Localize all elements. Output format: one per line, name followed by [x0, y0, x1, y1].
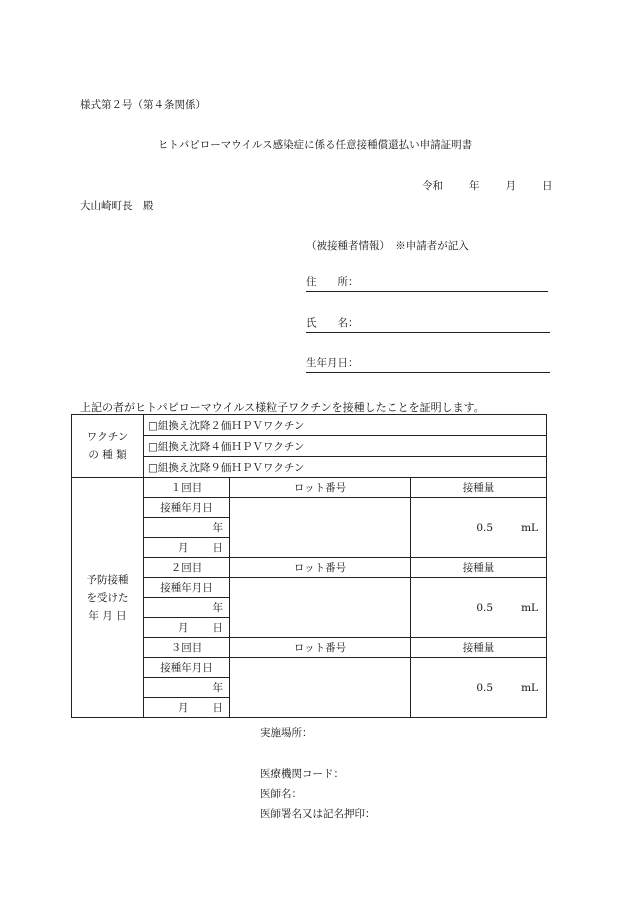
- name-label: 氏 名：: [306, 317, 359, 329]
- round-3-dose-cell: [411, 658, 547, 718]
- date-day: 日: [542, 180, 553, 192]
- vaccination-date-header: 接種年月日: [144, 658, 230, 678]
- vaccine-type-row: [72, 415, 547, 436]
- form-number: 様式第２号（第４条関係）: [80, 99, 206, 111]
- round-2-dose-value: 0.5: [476, 601, 494, 614]
- month-char: 月: [178, 622, 189, 634]
- dose-header: 接種量: [411, 478, 547, 498]
- vaccine-type-label: [72, 415, 144, 478]
- doctor-name-label: 医師名：: [260, 788, 302, 800]
- signature-label: 医師署名又は記名押印：: [260, 808, 376, 820]
- date-year: 年: [469, 180, 480, 192]
- round-2-lot-number-cell[interactable]: [230, 578, 411, 638]
- vaccine-type-label-line1: ワクチン: [86, 431, 129, 443]
- year-char: 年: [212, 602, 223, 614]
- round-2-date-row: [72, 578, 547, 598]
- round-2-dose-unit: mL: [521, 601, 539, 614]
- institution-code-label: 医療機関コード：: [260, 768, 344, 780]
- birthdate-field[interactable]: [306, 354, 550, 373]
- day-char: 日: [212, 542, 223, 554]
- lot-number-header: ロット番号: [230, 478, 411, 498]
- address-field[interactable]: [306, 273, 548, 292]
- document-title: ヒトパピローマウイルス感染症に係る任意接種償還払い申請証明書: [157, 139, 473, 151]
- round-2-header-row: [72, 558, 547, 578]
- addressee: 大山崎町長 殿: [80, 200, 154, 212]
- round-2-dose-cell: [411, 578, 547, 638]
- round-1-lot-number-cell[interactable]: [230, 498, 411, 558]
- lot-number-header: ロット番号: [230, 558, 411, 578]
- vaccination-label-line2: を受けた: [86, 591, 129, 604]
- lot-number-header: ロット番号: [230, 638, 411, 658]
- vaccine-type-label-line2: の 種 類: [88, 449, 127, 461]
- vaccine-option-9valent[interactable]: □組換え沈降９価ＨＰＶワクチン: [144, 457, 547, 478]
- applicant-header: （被接種者情報） ※申請者が記入: [306, 240, 469, 252]
- round-1-header-row: [72, 478, 547, 498]
- year-char: 年: [212, 522, 223, 534]
- dose-header: 接種量: [411, 558, 547, 578]
- month-char: 月: [178, 542, 189, 554]
- round-3-header-row: [72, 638, 547, 658]
- name-field[interactable]: [306, 314, 550, 333]
- round-1-year-cell[interactable]: [144, 518, 230, 538]
- month-char: 月: [178, 702, 189, 714]
- round-3-year-cell[interactable]: [144, 678, 230, 698]
- date-era: 令和: [422, 180, 443, 192]
- round-3-month-day-cell[interactable]: [144, 698, 230, 718]
- certification-text: 上記の者がヒトパピローマウイルス様粒子ワクチンを接種したことを証明します。: [80, 401, 485, 414]
- dose-header: 接種量: [411, 638, 547, 658]
- round-2-label: ２回目: [144, 558, 230, 578]
- vaccination-label-line1: 予防接種: [86, 573, 129, 586]
- round-3-dose-value: 0.5: [476, 681, 494, 694]
- round-1-dose-unit: mL: [521, 521, 539, 534]
- date-month: 月: [505, 180, 516, 192]
- round-1-month-day-cell[interactable]: [144, 538, 230, 558]
- vaccination-table: [71, 414, 547, 718]
- year-char: 年: [212, 682, 223, 694]
- round-1-date-row: [72, 498, 547, 518]
- round-1-label: １回目: [144, 478, 230, 498]
- date-line: [422, 178, 553, 193]
- round-3-date-row: [72, 658, 547, 678]
- round-1-dose-cell: [411, 498, 547, 558]
- round-3-lot-number-cell[interactable]: [230, 658, 411, 718]
- vaccination-date-header: 接種年月日: [144, 578, 230, 598]
- round-1-dose-value: 0.5: [476, 521, 494, 534]
- vaccination-date-header: 接種年月日: [144, 498, 230, 518]
- address-label: 住 所：: [306, 276, 359, 288]
- day-char: 日: [212, 622, 223, 634]
- vaccine-option-2valent[interactable]: □組換え沈降２価ＨＰＶワクチン: [144, 415, 547, 436]
- round-2-month-day-cell[interactable]: [144, 618, 230, 638]
- vaccine-type-row: [72, 457, 547, 478]
- day-char: 日: [212, 702, 223, 714]
- vaccination-label-line3: 年 月 日: [88, 609, 127, 622]
- round-2-year-cell[interactable]: [144, 598, 230, 618]
- round-3-dose-unit: mL: [521, 681, 539, 694]
- round-3-label: ３回目: [144, 638, 230, 658]
- vaccine-type-row: [72, 436, 547, 457]
- vaccination-date-label: [72, 478, 144, 718]
- birthdate-label: 生年月日：: [306, 357, 359, 369]
- venue-label: 実施場所：: [260, 727, 313, 739]
- vaccine-option-4valent[interactable]: □組換え沈降４価ＨＰＶワクチン: [144, 436, 547, 457]
